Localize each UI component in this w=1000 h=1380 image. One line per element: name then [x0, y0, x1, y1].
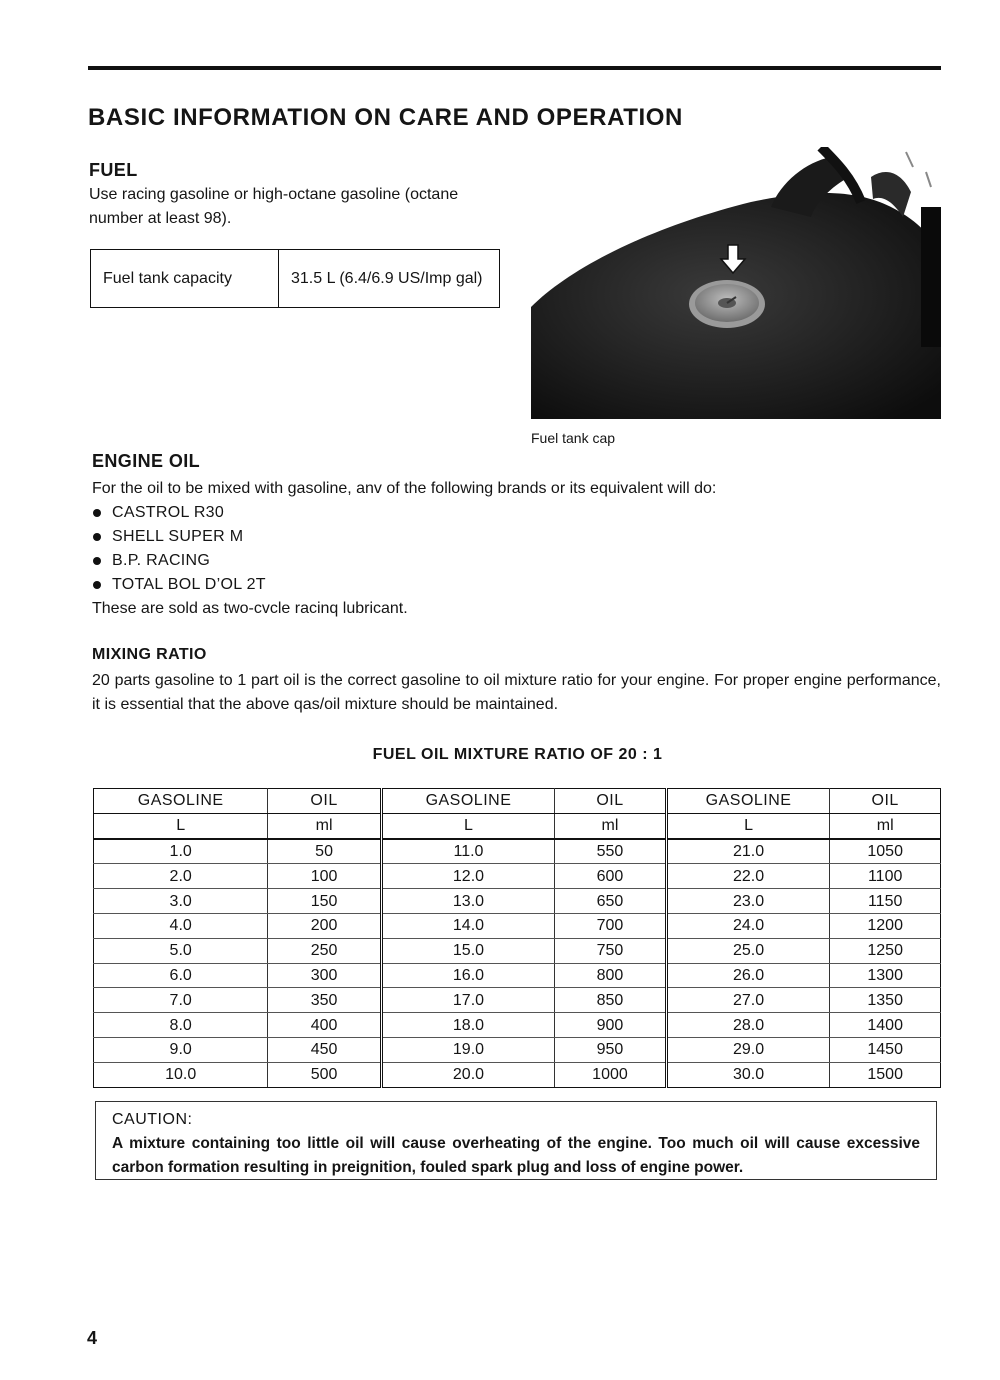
table-cell: 3.0	[94, 889, 268, 914]
table-cell: 18.0	[381, 1013, 554, 1038]
table-cell: 1400	[830, 1013, 941, 1038]
mixing-ratio-text: 20 parts gasoline to 1 part oil is the correct gasoline to oil mixture ratio for your engine. For proper engine performance, it is essential that the above qas/oil mixture should be maintained.	[92, 672, 941, 713]
table-cell: 20.0	[381, 1062, 554, 1087]
table-cell: 750	[555, 938, 667, 963]
fuel-text: Use racing gasoline or high-octane gasoline (octane number at least 98).	[89, 186, 459, 227]
table-cell: 700	[555, 913, 667, 938]
table-row	[94, 1013, 941, 1038]
unit-header: L	[666, 813, 830, 838]
mixing-ratio-heading: MIXING RATIO	[92, 646, 207, 663]
list-item: CASTROL R30	[92, 501, 266, 525]
table-cell: 17.0	[381, 988, 554, 1013]
column-header: OIL	[268, 789, 381, 814]
column-header: GASOLINE	[666, 789, 830, 814]
table-cell: 27.0	[666, 988, 830, 1013]
table-cell: 800	[555, 963, 667, 988]
table-cell: 23.0	[666, 889, 830, 914]
unit-header: ml	[830, 813, 941, 838]
table-cell: 250	[268, 938, 381, 963]
engine-oil-outro: These are sold as two-cvcle racinq lubricant.	[92, 600, 408, 617]
list-item: B.P. RACING	[92, 549, 266, 573]
mixture-table	[93, 788, 941, 1088]
list-item: TOTAL BOL D’OL 2T	[92, 573, 266, 597]
table-cell: 100	[268, 864, 381, 889]
column-header: GASOLINE	[94, 789, 268, 814]
table-cell: 1450	[830, 1037, 941, 1062]
table-cell: 11.0	[381, 839, 554, 864]
engine-oil-heading: ENGINE OIL	[92, 451, 201, 471]
unit-header: ml	[555, 813, 667, 838]
page-number: 4	[87, 1328, 98, 1348]
table-row	[94, 864, 941, 889]
table-cell: 6.0	[94, 963, 268, 988]
table-cell: 25.0	[666, 938, 830, 963]
table-row	[94, 963, 941, 988]
fuel-heading: FUEL	[89, 160, 138, 180]
table-row	[94, 1037, 941, 1062]
column-header: OIL	[830, 789, 941, 814]
table-row	[94, 938, 941, 963]
table-cell: 1050	[830, 839, 941, 864]
table-cell: 16.0	[381, 963, 554, 988]
table-cell: 950	[555, 1037, 667, 1062]
unit-header: ml	[268, 813, 381, 838]
unit-header: L	[94, 813, 268, 838]
table-cell: 22.0	[666, 864, 830, 889]
table-cell: 1.0	[94, 839, 268, 864]
unit-header: L	[381, 813, 554, 838]
column-header: GASOLINE	[381, 789, 554, 814]
table-cell: 1250	[830, 938, 941, 963]
table-cell: 4.0	[94, 913, 268, 938]
table-cell: 15.0	[381, 938, 554, 963]
table-cell: 8.0	[94, 1013, 268, 1038]
table-cell: 1350	[830, 988, 941, 1013]
table-cell: 30.0	[666, 1062, 830, 1087]
table-cell: 19.0	[381, 1037, 554, 1062]
engine-oil-intro: For the oil to be mixed with gasoline, anv of the following brands or its equivalent will do:	[92, 480, 717, 497]
table-cell: 1500	[830, 1062, 941, 1087]
table-cell: 200	[268, 913, 381, 938]
oil-brand-list	[92, 501, 266, 597]
table-cell: 350	[268, 988, 381, 1013]
fuel-capacity-table	[90, 249, 500, 308]
table-cell: 21.0	[666, 839, 830, 864]
table-row	[94, 889, 941, 914]
table-cell: 14.0	[381, 913, 554, 938]
table-cell: 1300	[830, 963, 941, 988]
fuel-tank-photo	[531, 147, 941, 419]
table-cell: 850	[555, 988, 667, 1013]
table-row	[94, 988, 941, 1013]
list-item: SHELL SUPER M	[92, 525, 266, 549]
column-header: OIL	[555, 789, 667, 814]
table-cell: 500	[268, 1062, 381, 1087]
table-cell: 650	[555, 889, 667, 914]
table-row	[94, 1062, 941, 1087]
table-cell: 50	[268, 839, 381, 864]
table-cell: 150	[268, 889, 381, 914]
table-cell: 12.0	[381, 864, 554, 889]
table-cell: 10.0	[94, 1062, 268, 1087]
table-cell: 550	[555, 839, 667, 864]
table-cell: 1000	[555, 1062, 667, 1087]
table-cell: 13.0	[381, 889, 554, 914]
photo-caption: Fuel tank cap	[531, 430, 616, 446]
table-cell: 600	[555, 864, 667, 889]
mixture-table-title: FUEL OIL MIXTURE RATIO OF 20 : 1	[372, 746, 663, 763]
caution-box	[95, 1101, 937, 1180]
caution-title: CAUTION:	[112, 1111, 193, 1128]
table-cell: 26.0	[666, 963, 830, 988]
table-row	[94, 839, 941, 864]
table-cell: 1200	[830, 913, 941, 938]
table-cell: 1150	[830, 889, 941, 914]
table-cell: 9.0	[94, 1037, 268, 1062]
table-cell: 2.0	[94, 864, 268, 889]
table-cell: 29.0	[666, 1037, 830, 1062]
table-cell: 5.0	[94, 938, 268, 963]
fuel-capacity-value: 31.5 L (6.4/6.9 US/Imp gal)	[279, 250, 500, 308]
page-title: BASIC INFORMATION ON CARE AND OPERATION	[88, 104, 683, 131]
top-rule	[88, 66, 941, 70]
table-cell: 24.0	[666, 913, 830, 938]
fuel-capacity-label: Fuel tank capacity	[91, 250, 279, 308]
table-cell: 400	[268, 1013, 381, 1038]
table-cell: 300	[268, 963, 381, 988]
table-cell: 900	[555, 1013, 667, 1038]
table-cell: 1100	[830, 864, 941, 889]
table-cell: 7.0	[94, 988, 268, 1013]
table-cell: 450	[268, 1037, 381, 1062]
caution-text: A mixture containing too little oil will cause overheating of the engine. Too much oil will cause excessive carbon formation resulting in preignition, fouled spark plug and loss of engine power.	[112, 1135, 920, 1176]
table-cell: 28.0	[666, 1013, 830, 1038]
table-row	[94, 913, 941, 938]
